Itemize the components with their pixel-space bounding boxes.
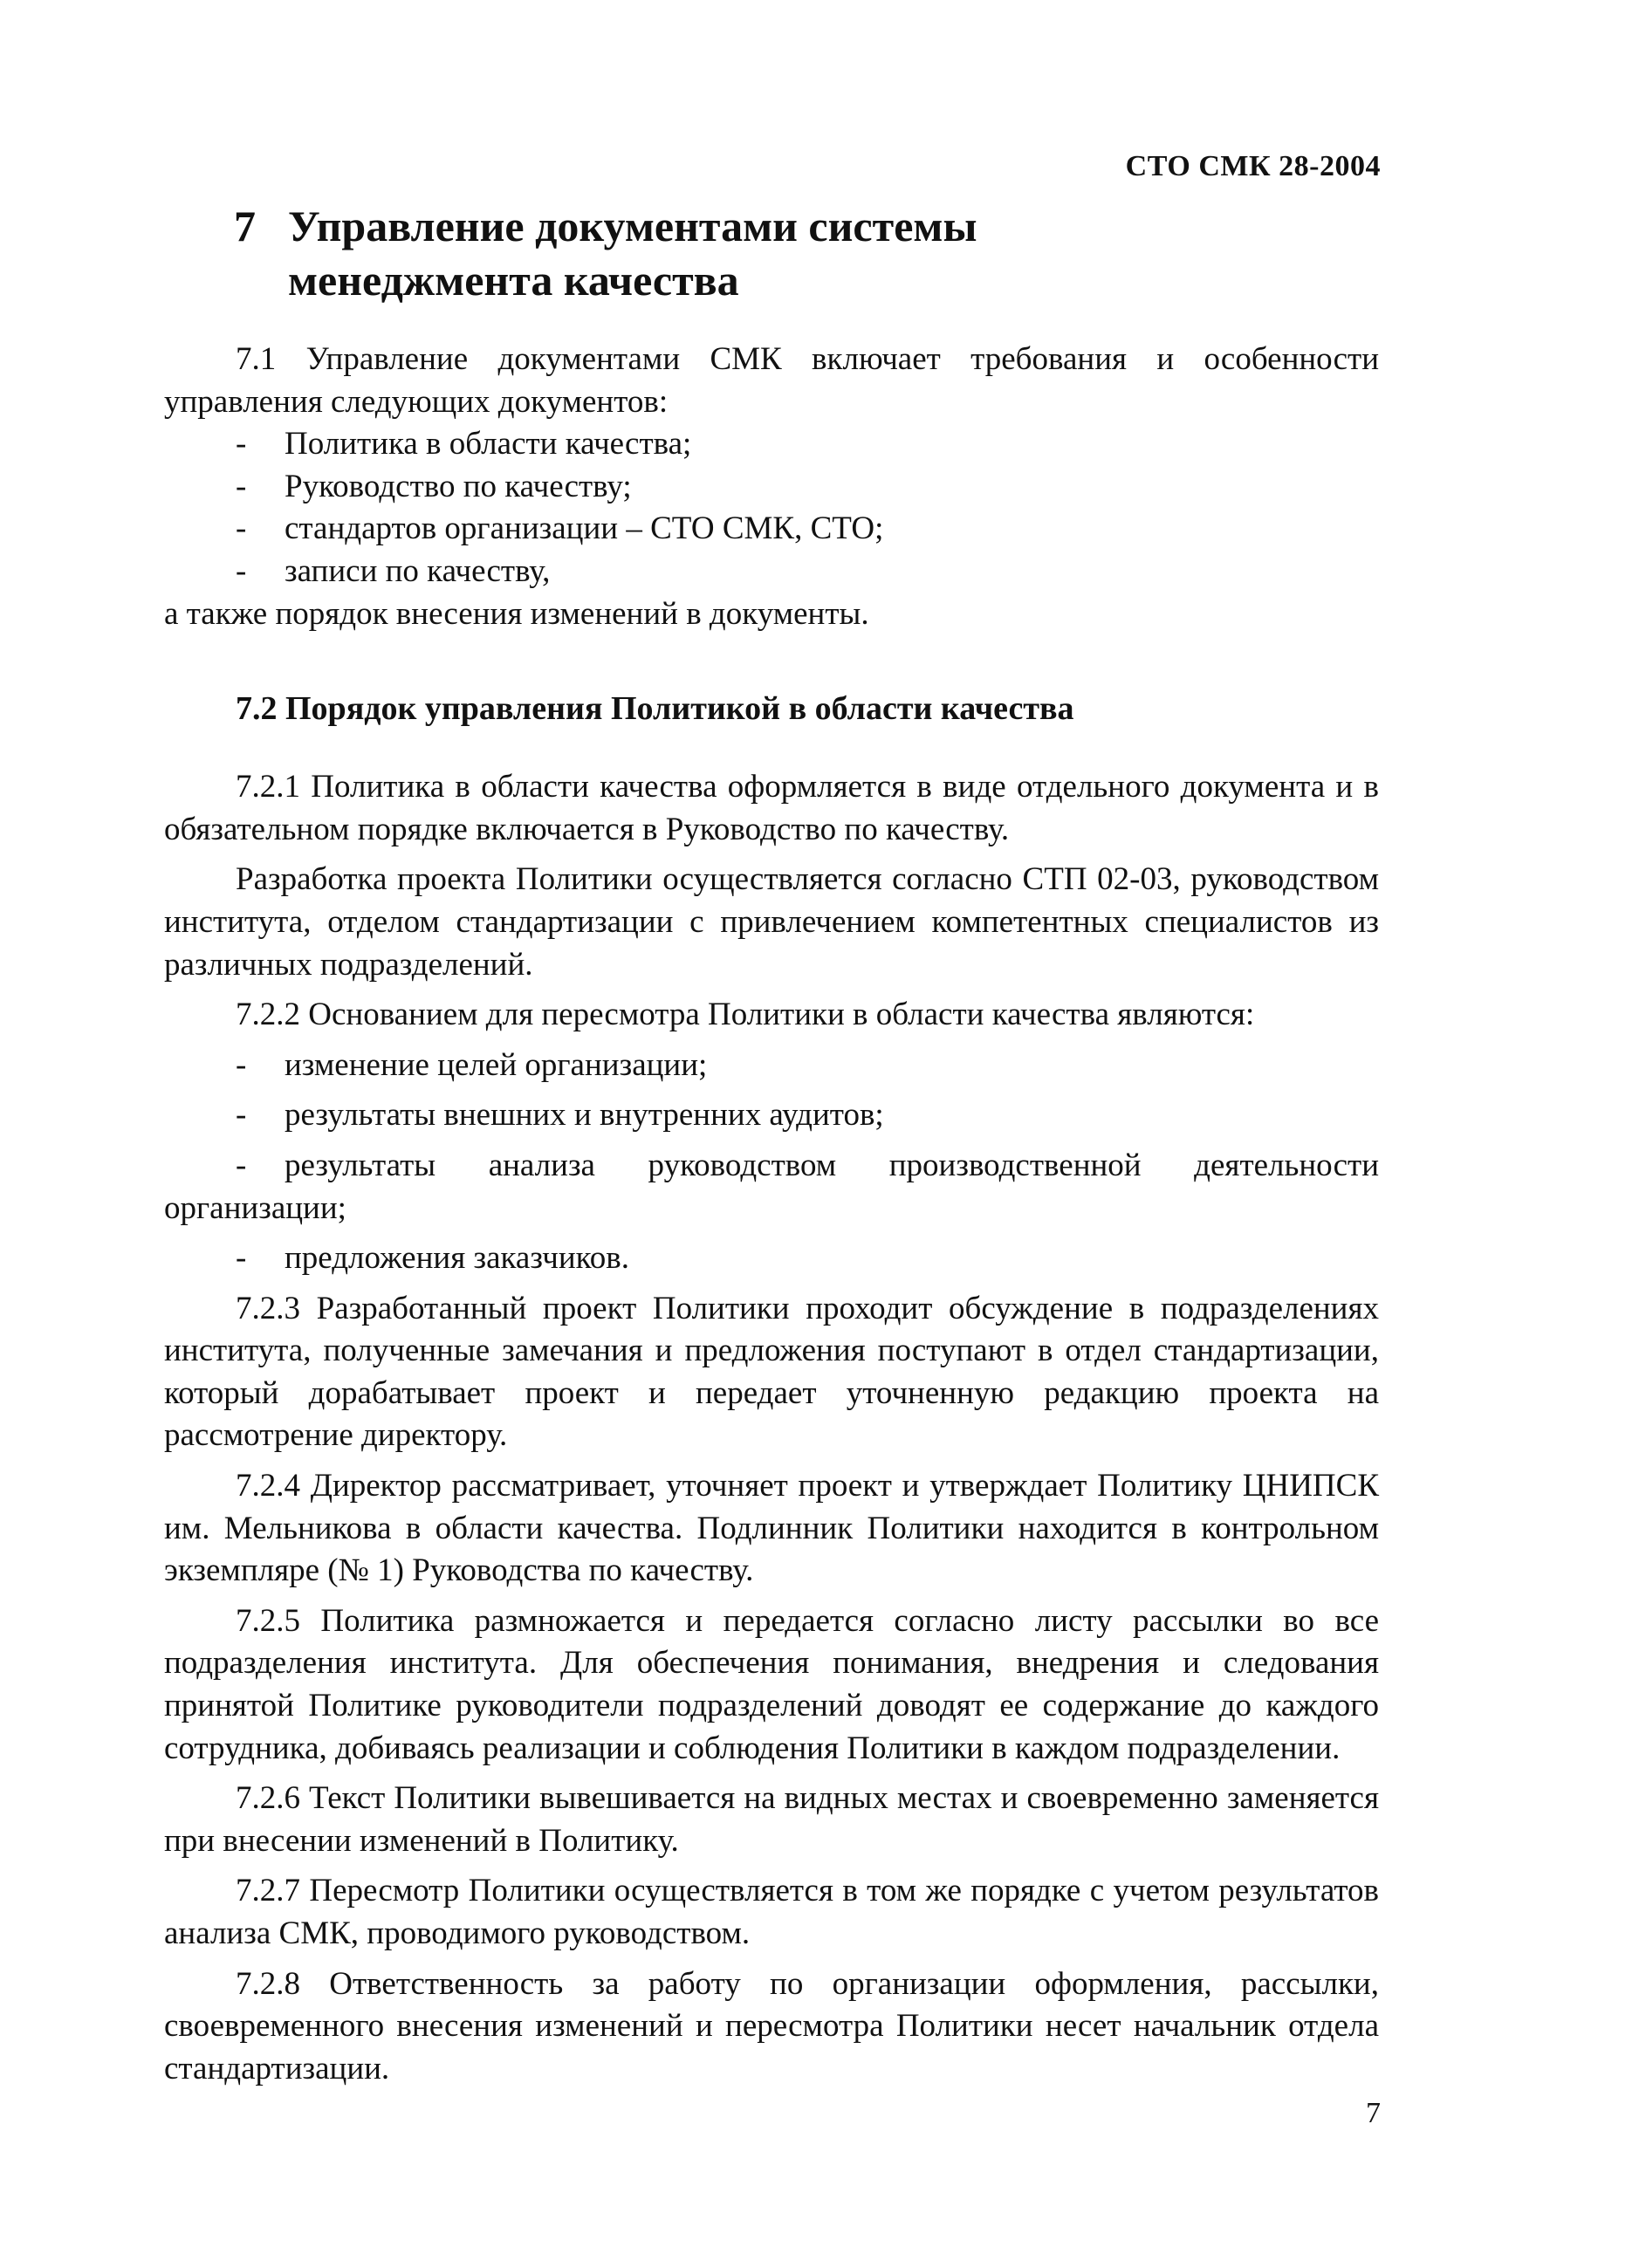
paragraph-7-2-7: 7.2.7 Пересмотр Политики осуществляется в том же порядке с учетом результатов анализа СМК, проводимого руководством.: [164, 1873, 1379, 1951]
list-item: - предложения заказчиков.: [164, 1237, 1379, 1280]
list-marker: -: [236, 510, 247, 547]
paragraph-7-2-1-b: Разработка проекта Политики осуществляется согласно СТП 02-03, руководством института, отделом стандартизации с привлечением компетентных специалистов из различных подразделений.: [164, 861, 1379, 983]
paragraph-7-2-5: 7.2.5 Политика размножается и передается согласно листу рассылки во все подразделения института. Для обеспечения понимания, внедрения и следования принятой Политике руководители подразделений доводят ее содержание до каждого сотрудника, добиваясь реализации и соблюдения Политики в каждом подразделении.: [164, 1602, 1379, 1766]
list-item: - стандартов организации – СТО СМК, СТО;: [164, 508, 1379, 551]
list-item: - Руководство по качеству;: [164, 466, 1379, 509]
chapter-number: 7: [234, 202, 256, 250]
paragraph-7-2-6: 7.2.6 Текст Политики вывешивается на видных местах и своевременно заменяется при внесении изменений в Политику.: [164, 1780, 1379, 1859]
chapter-title: [288, 199, 977, 307]
list-marker: -: [236, 426, 247, 463]
list-marker: -: [236, 1147, 247, 1183]
document-body: [164, 339, 1379, 2090]
list-marker: -: [236, 1097, 247, 1134]
list-marker: -: [236, 1046, 247, 1083]
list-item: - записи по качеству,: [164, 551, 1379, 593]
chapter-heading: [234, 199, 977, 307]
list-item: - изменение целей организации;: [164, 1045, 1379, 1087]
section-7-2-heading: 7.2 Порядок управления Политикой в области качества: [236, 690, 1074, 728]
section-7-1-intro: 7.1 Управление документами СМК включает требования и особенности управления следующих документов:: [164, 341, 1379, 420]
chapter-title-line-1: Управление документами системы: [288, 202, 977, 250]
list-item: - результаты внешних и внутренних аудитов;: [164, 1094, 1379, 1137]
paragraph-7-2-4: 7.2.4 Директор рассматривает, уточняет проект и утверждает Политику ЦНИПСК им. Мельникова в области качества. Подлинник Политики находится в контрольном экземпляре (№ 1) Руководства по качеству.: [164, 1468, 1379, 1589]
document-code: СТО СМК 28-2004: [1125, 150, 1381, 182]
list-marker: -: [236, 1240, 247, 1277]
list-item: - Политика в области качества;: [164, 423, 1379, 466]
page-number: 7: [1366, 2097, 1381, 2129]
list-marker: -: [236, 468, 247, 504]
section-7-1-outro: а также порядок внесения изменений в документы.: [164, 595, 869, 632]
paragraph-7-2-3: 7.2.3 Разработанный проект Политики проходит обсуждение в подразделениях института, полученные замечания и предложения поступают в отдел стандартизации, который дорабатывает проект и передает уточненную редакцию проекта на рассмотрение директору.: [164, 1290, 1379, 1454]
paragraph-7-2-8: 7.2.8 Ответственность за работу по организации оформления, рассылки, своевременного внесения изменений и пересмотра Политики несет начальник отдела стандартизации.: [164, 1965, 1379, 2086]
paragraph-7-2-2: 7.2.2 Основанием для пересмотра Политики в области качества являются:: [236, 997, 1255, 1033]
list-item: - результаты анализа руководством производственной деятельности организации;: [164, 1145, 1379, 1230]
chapter-title-line-2: менеджмента качества: [288, 256, 739, 305]
paragraph-7-2-1: 7.2.1 Политика в области качества оформляется в виде отдельного документа и в обязательном порядке включается в Руководство по качеству.: [164, 769, 1379, 847]
list-marker: -: [236, 552, 247, 589]
